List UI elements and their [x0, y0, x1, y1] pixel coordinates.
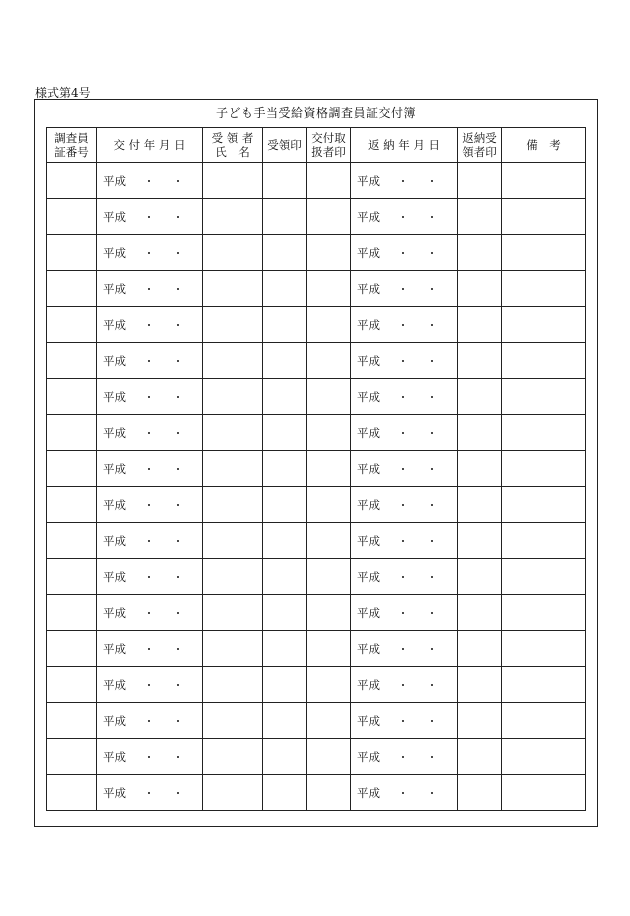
return-era-label: 平成	[357, 569, 380, 584]
issue-date-separator: ・	[172, 570, 184, 584]
recipient-name-cell[interactable]	[203, 559, 263, 595]
issue-date-cell[interactable]	[97, 307, 203, 343]
issuer-seal-cell[interactable]	[307, 739, 351, 775]
issue-date-cell[interactable]	[97, 631, 203, 667]
header-remarks-label: 備 考	[526, 138, 561, 152]
table-row	[47, 343, 586, 379]
return-date-cell[interactable]	[351, 199, 458, 235]
issue-era-label: 平成	[103, 533, 126, 548]
receipt-seal-cell[interactable]	[263, 271, 307, 307]
header-return-date	[351, 128, 458, 163]
issue-date-separator: ・	[172, 534, 184, 548]
receipt-seal-cell[interactable]	[263, 631, 307, 667]
issue-era-label: 平成	[103, 461, 126, 476]
id-number-cell[interactable]	[47, 595, 97, 631]
receipt-seal-cell[interactable]	[263, 343, 307, 379]
return-date-cell[interactable]	[351, 487, 458, 523]
issue-era-label: 平成	[103, 605, 126, 620]
return-seal-cell[interactable]	[458, 415, 502, 451]
return-date-cell[interactable]	[351, 595, 458, 631]
remarks-cell[interactable]	[502, 739, 586, 775]
id-number-cell[interactable]	[47, 667, 97, 703]
return-date-separator: ・	[397, 570, 409, 584]
table-row	[47, 667, 586, 703]
id-number-cell[interactable]	[47, 379, 97, 415]
id-number-cell[interactable]	[47, 775, 97, 811]
table-row	[47, 451, 586, 487]
issue-era-label: 平成	[103, 245, 126, 260]
issue-era-label: 平成	[103, 425, 126, 440]
issue-date-separator: ・	[143, 462, 155, 476]
recipient-name-cell[interactable]	[203, 595, 263, 631]
issuer-seal-cell[interactable]	[307, 415, 351, 451]
header-id-number	[47, 128, 97, 163]
return-seal-cell[interactable]	[458, 199, 502, 235]
header-remarks	[502, 128, 586, 163]
issue-date-separator: ・	[143, 282, 155, 296]
issue-era-label: 平成	[103, 749, 126, 764]
table-row	[47, 739, 586, 775]
id-number-cell[interactable]	[47, 271, 97, 307]
issue-date-separator: ・	[172, 678, 184, 692]
issue-date-separator: ・	[143, 354, 155, 368]
receipt-seal-cell[interactable]	[263, 307, 307, 343]
header-issuer-seal-line1: 交付取	[311, 131, 346, 145]
remarks-cell[interactable]	[502, 775, 586, 811]
header-return-seal-line2: 領者印	[462, 145, 497, 159]
header-recipient-name	[203, 128, 263, 163]
return-date-separator: ・	[426, 210, 438, 224]
issuer-seal-cell[interactable]	[307, 307, 351, 343]
header-id-number-line1: 調査員	[54, 131, 89, 145]
issue-era-label: 平成	[103, 281, 126, 296]
issue-date-separator: ・	[143, 246, 155, 260]
issuer-seal-cell[interactable]	[307, 775, 351, 811]
header-return-seal-line1: 返納受	[462, 131, 497, 145]
table-row	[47, 631, 586, 667]
issue-date-separator: ・	[172, 786, 184, 800]
issuer-seal-cell[interactable]	[307, 235, 351, 271]
recipient-name-cell[interactable]	[203, 523, 263, 559]
return-date-separator: ・	[426, 750, 438, 764]
return-date-cell[interactable]	[351, 307, 458, 343]
issue-era-label: 平成	[103, 353, 126, 368]
return-date-separator: ・	[397, 282, 409, 296]
recipient-name-cell[interactable]	[203, 703, 263, 739]
return-date-separator: ・	[397, 750, 409, 764]
remarks-cell[interactable]	[502, 631, 586, 667]
issue-date-separator: ・	[172, 318, 184, 332]
return-date-cell[interactable]	[351, 739, 458, 775]
remarks-cell[interactable]	[502, 271, 586, 307]
receipt-seal-cell[interactable]	[263, 199, 307, 235]
form-number: 様式第4号	[35, 86, 91, 100]
id-number-cell[interactable]	[47, 559, 97, 595]
return-date-cell[interactable]	[351, 631, 458, 667]
return-date-cell[interactable]	[351, 163, 458, 199]
issue-date-separator: ・	[143, 426, 155, 440]
id-number-cell[interactable]	[47, 199, 97, 235]
return-era-label: 平成	[357, 173, 380, 188]
return-era-label: 平成	[357, 785, 380, 800]
header-issuer-seal	[307, 128, 351, 163]
issue-date-cell[interactable]	[97, 559, 203, 595]
issuer-seal-cell[interactable]	[307, 523, 351, 559]
receipt-seal-cell[interactable]	[263, 775, 307, 811]
return-date-separator: ・	[397, 210, 409, 224]
table-row	[47, 415, 586, 451]
header-return-date-label: 返 納 年 月 日	[367, 138, 441, 152]
issue-date-separator: ・	[143, 174, 155, 188]
recipient-name-cell[interactable]	[203, 415, 263, 451]
issue-date-separator: ・	[172, 210, 184, 224]
return-date-cell[interactable]	[351, 343, 458, 379]
issue-date-separator: ・	[143, 210, 155, 224]
return-date-separator: ・	[426, 642, 438, 656]
id-number-cell[interactable]	[47, 631, 97, 667]
issuer-seal-cell[interactable]	[307, 199, 351, 235]
issue-date-cell[interactable]	[97, 235, 203, 271]
return-date-separator: ・	[397, 534, 409, 548]
id-number-cell[interactable]	[47, 163, 97, 199]
return-date-separator: ・	[397, 426, 409, 440]
return-date-separator: ・	[426, 390, 438, 404]
return-date-separator: ・	[397, 786, 409, 800]
return-seal-cell[interactable]	[458, 739, 502, 775]
return-date-cell[interactable]	[351, 523, 458, 559]
return-seal-cell[interactable]	[458, 775, 502, 811]
recipient-name-cell[interactable]	[203, 631, 263, 667]
form-title: 子ども手当受給資格調査員証交付簿	[215, 106, 416, 120]
return-seal-cell[interactable]	[458, 667, 502, 703]
issue-date-cell[interactable]	[97, 667, 203, 703]
issue-date-separator: ・	[172, 174, 184, 188]
return-era-label: 平成	[357, 317, 380, 332]
return-seal-cell[interactable]	[458, 235, 502, 271]
return-date-separator: ・	[397, 642, 409, 656]
return-date-separator: ・	[397, 354, 409, 368]
issue-era-label: 平成	[103, 713, 126, 728]
id-number-cell[interactable]	[47, 523, 97, 559]
remarks-cell[interactable]	[502, 667, 586, 703]
return-era-label: 平成	[357, 677, 380, 692]
issue-date-separator: ・	[143, 714, 155, 728]
issue-date-separator: ・	[172, 498, 184, 512]
return-date-cell[interactable]	[351, 559, 458, 595]
issuer-seal-cell[interactable]	[307, 163, 351, 199]
recipient-name-cell[interactable]	[203, 235, 263, 271]
id-number-cell[interactable]	[47, 343, 97, 379]
issue-date-separator: ・	[172, 750, 184, 764]
table-row	[47, 235, 586, 271]
issue-date-separator: ・	[143, 390, 155, 404]
return-date-cell[interactable]	[351, 379, 458, 415]
issue-date-cell[interactable]	[97, 199, 203, 235]
return-seal-cell[interactable]	[458, 631, 502, 667]
issuer-seal-cell[interactable]	[307, 487, 351, 523]
receipt-seal-cell[interactable]	[263, 703, 307, 739]
remarks-cell[interactable]	[502, 595, 586, 631]
table-row	[47, 163, 586, 199]
header-issuer-seal-line2: 扱者印	[311, 145, 346, 159]
return-era-label: 平成	[357, 533, 380, 548]
issue-date-separator: ・	[172, 606, 184, 620]
issuer-seal-cell[interactable]	[307, 595, 351, 631]
recipient-name-cell[interactable]	[203, 775, 263, 811]
issuer-seal-cell[interactable]	[307, 703, 351, 739]
table-row	[47, 703, 586, 739]
return-seal-cell[interactable]	[458, 379, 502, 415]
return-era-label: 平成	[357, 425, 380, 440]
remarks-cell[interactable]	[502, 235, 586, 271]
remarks-cell[interactable]	[502, 523, 586, 559]
issue-date-separator: ・	[172, 426, 184, 440]
recipient-name-cell[interactable]	[203, 199, 263, 235]
recipient-name-cell[interactable]	[203, 271, 263, 307]
return-date-cell[interactable]	[351, 415, 458, 451]
return-era-label: 平成	[357, 245, 380, 260]
issuer-seal-cell[interactable]	[307, 559, 351, 595]
recipient-name-cell[interactable]	[203, 451, 263, 487]
header-receipt-seal	[263, 128, 307, 163]
issue-era-label: 平成	[103, 497, 126, 512]
return-date-separator: ・	[426, 282, 438, 296]
return-date-separator: ・	[426, 534, 438, 548]
return-era-label: 平成	[357, 281, 380, 296]
receipt-seal-cell[interactable]	[263, 595, 307, 631]
issue-era-label: 平成	[103, 569, 126, 584]
return-date-separator: ・	[426, 174, 438, 188]
return-date-separator: ・	[397, 714, 409, 728]
return-date-separator: ・	[426, 498, 438, 512]
remarks-cell[interactable]	[502, 199, 586, 235]
receipt-seal-cell[interactable]	[263, 415, 307, 451]
return-date-separator: ・	[397, 462, 409, 476]
return-date-cell[interactable]	[351, 775, 458, 811]
ledger-table	[46, 127, 586, 811]
return-date-separator: ・	[397, 498, 409, 512]
issue-era-label: 平成	[103, 641, 126, 656]
return-era-label: 平成	[357, 353, 380, 368]
issue-date-separator: ・	[172, 282, 184, 296]
receipt-seal-cell[interactable]	[263, 667, 307, 703]
issuer-seal-cell[interactable]	[307, 343, 351, 379]
issue-date-cell[interactable]	[97, 415, 203, 451]
return-era-label: 平成	[357, 713, 380, 728]
issue-date-separator: ・	[143, 642, 155, 656]
id-number-cell[interactable]	[47, 307, 97, 343]
header-row	[47, 128, 586, 163]
return-date-separator: ・	[426, 318, 438, 332]
table-row	[47, 199, 586, 235]
receipt-seal-cell[interactable]	[263, 523, 307, 559]
return-date-separator: ・	[426, 786, 438, 800]
return-era-label: 平成	[357, 605, 380, 620]
issue-date-separator: ・	[172, 714, 184, 728]
header-issue-date-label: 交 付 年 月 日	[113, 138, 186, 152]
return-date-separator: ・	[397, 390, 409, 404]
issue-date-separator: ・	[143, 570, 155, 584]
return-era-label: 平成	[357, 749, 380, 764]
issue-era-label: 平成	[103, 317, 126, 332]
table-row	[47, 523, 586, 559]
issue-date-cell[interactable]	[97, 271, 203, 307]
receipt-seal-cell[interactable]	[263, 559, 307, 595]
issue-date-cell[interactable]	[97, 379, 203, 415]
issue-date-separator: ・	[172, 462, 184, 476]
issue-date-separator: ・	[143, 606, 155, 620]
return-era-label: 平成	[357, 641, 380, 656]
issue-date-separator: ・	[172, 246, 184, 260]
return-date-separator: ・	[426, 246, 438, 260]
header-return-seal	[458, 128, 502, 163]
issue-era-label: 平成	[103, 677, 126, 692]
issuer-seal-cell[interactable]	[307, 631, 351, 667]
table-row	[47, 307, 586, 343]
return-date-separator: ・	[397, 246, 409, 260]
return-date-cell[interactable]	[351, 667, 458, 703]
id-number-cell[interactable]	[47, 739, 97, 775]
return-era-label: 平成	[357, 497, 380, 512]
recipient-name-cell[interactable]	[203, 343, 263, 379]
issue-date-cell[interactable]	[97, 739, 203, 775]
header-receipt-seal-label: 受領印	[267, 138, 302, 152]
return-era-label: 平成	[357, 461, 380, 476]
issue-date-cell[interactable]	[97, 163, 203, 199]
return-seal-cell[interactable]	[458, 523, 502, 559]
header-recipient-name-line1: 受 領 者	[211, 131, 254, 145]
remarks-cell[interactable]	[502, 487, 586, 523]
recipient-name-cell[interactable]	[203, 379, 263, 415]
id-number-cell[interactable]	[47, 235, 97, 271]
issue-date-separator: ・	[143, 318, 155, 332]
issue-date-separator: ・	[143, 786, 155, 800]
issue-date-separator: ・	[143, 678, 155, 692]
table-row	[47, 775, 586, 811]
id-number-cell[interactable]	[47, 487, 97, 523]
recipient-name-cell[interactable]	[203, 667, 263, 703]
remarks-cell[interactable]	[502, 307, 586, 343]
issue-era-label: 平成	[103, 209, 126, 224]
return-date-separator: ・	[426, 678, 438, 692]
id-number-cell[interactable]	[47, 415, 97, 451]
return-seal-cell[interactable]	[458, 307, 502, 343]
header-issue-date	[97, 128, 203, 163]
header-recipient-name-line2: 氏 名	[215, 145, 250, 159]
receipt-seal-cell[interactable]	[263, 739, 307, 775]
return-date-separator: ・	[426, 462, 438, 476]
table-row	[47, 271, 586, 307]
issue-date-separator: ・	[143, 534, 155, 548]
issue-date-separator: ・	[172, 390, 184, 404]
return-seal-cell[interactable]	[458, 487, 502, 523]
recipient-name-cell[interactable]	[203, 307, 263, 343]
return-date-cell[interactable]	[351, 703, 458, 739]
return-date-separator: ・	[397, 318, 409, 332]
receipt-seal-cell[interactable]	[263, 235, 307, 271]
return-date-cell[interactable]	[351, 451, 458, 487]
issue-date-cell[interactable]	[97, 487, 203, 523]
return-date-separator: ・	[426, 606, 438, 620]
issue-era-label: 平成	[103, 389, 126, 404]
remarks-cell[interactable]	[502, 451, 586, 487]
issuer-seal-cell[interactable]	[307, 667, 351, 703]
receipt-seal-cell[interactable]	[263, 451, 307, 487]
issue-date-cell[interactable]	[97, 343, 203, 379]
header-id-number-line2: 証番号	[54, 145, 89, 159]
return-era-label: 平成	[357, 209, 380, 224]
remarks-cell[interactable]	[502, 343, 586, 379]
remarks-cell[interactable]	[502, 559, 586, 595]
return-era-label: 平成	[357, 389, 380, 404]
issuer-seal-cell[interactable]	[307, 379, 351, 415]
issue-date-cell[interactable]	[97, 523, 203, 559]
issuer-seal-cell[interactable]	[307, 271, 351, 307]
id-number-cell[interactable]	[47, 451, 97, 487]
table-row	[47, 595, 586, 631]
id-number-cell[interactable]	[47, 703, 97, 739]
return-seal-cell[interactable]	[458, 559, 502, 595]
return-seal-cell[interactable]	[458, 451, 502, 487]
return-date-separator: ・	[426, 426, 438, 440]
issue-date-cell[interactable]	[97, 595, 203, 631]
return-seal-cell[interactable]	[458, 271, 502, 307]
receipt-seal-cell[interactable]	[263, 379, 307, 415]
receipt-seal-cell[interactable]	[263, 163, 307, 199]
ledger-frame	[34, 99, 598, 827]
receipt-seal-cell[interactable]	[263, 487, 307, 523]
return-date-separator: ・	[426, 714, 438, 728]
table-row	[47, 379, 586, 415]
recipient-name-cell[interactable]	[203, 739, 263, 775]
issue-date-cell[interactable]	[97, 703, 203, 739]
issue-era-label: 平成	[103, 173, 126, 188]
return-date-cell[interactable]	[351, 271, 458, 307]
issue-date-separator: ・	[143, 750, 155, 764]
ledger-body	[47, 163, 586, 811]
return-date-separator: ・	[397, 606, 409, 620]
return-date-separator: ・	[397, 678, 409, 692]
table-row	[47, 559, 586, 595]
issue-date-cell[interactable]	[97, 775, 203, 811]
return-seal-cell[interactable]	[458, 343, 502, 379]
remarks-cell[interactable]	[502, 379, 586, 415]
table-row	[47, 487, 586, 523]
issuer-seal-cell[interactable]	[307, 451, 351, 487]
return-date-separator: ・	[397, 174, 409, 188]
issue-date-cell[interactable]	[97, 451, 203, 487]
issue-date-separator: ・	[172, 642, 184, 656]
issue-date-separator: ・	[143, 498, 155, 512]
remarks-cell[interactable]	[502, 163, 586, 199]
return-seal-cell[interactable]	[458, 163, 502, 199]
issue-era-label: 平成	[103, 785, 126, 800]
return-seal-cell[interactable]	[458, 703, 502, 739]
return-date-separator: ・	[426, 570, 438, 584]
recipient-name-cell[interactable]	[203, 487, 263, 523]
return-seal-cell[interactable]	[458, 595, 502, 631]
return-date-cell[interactable]	[351, 235, 458, 271]
remarks-cell[interactable]	[502, 703, 586, 739]
recipient-name-cell[interactable]	[203, 163, 263, 199]
return-date-separator: ・	[426, 354, 438, 368]
issue-date-separator: ・	[172, 354, 184, 368]
remarks-cell[interactable]	[502, 415, 586, 451]
